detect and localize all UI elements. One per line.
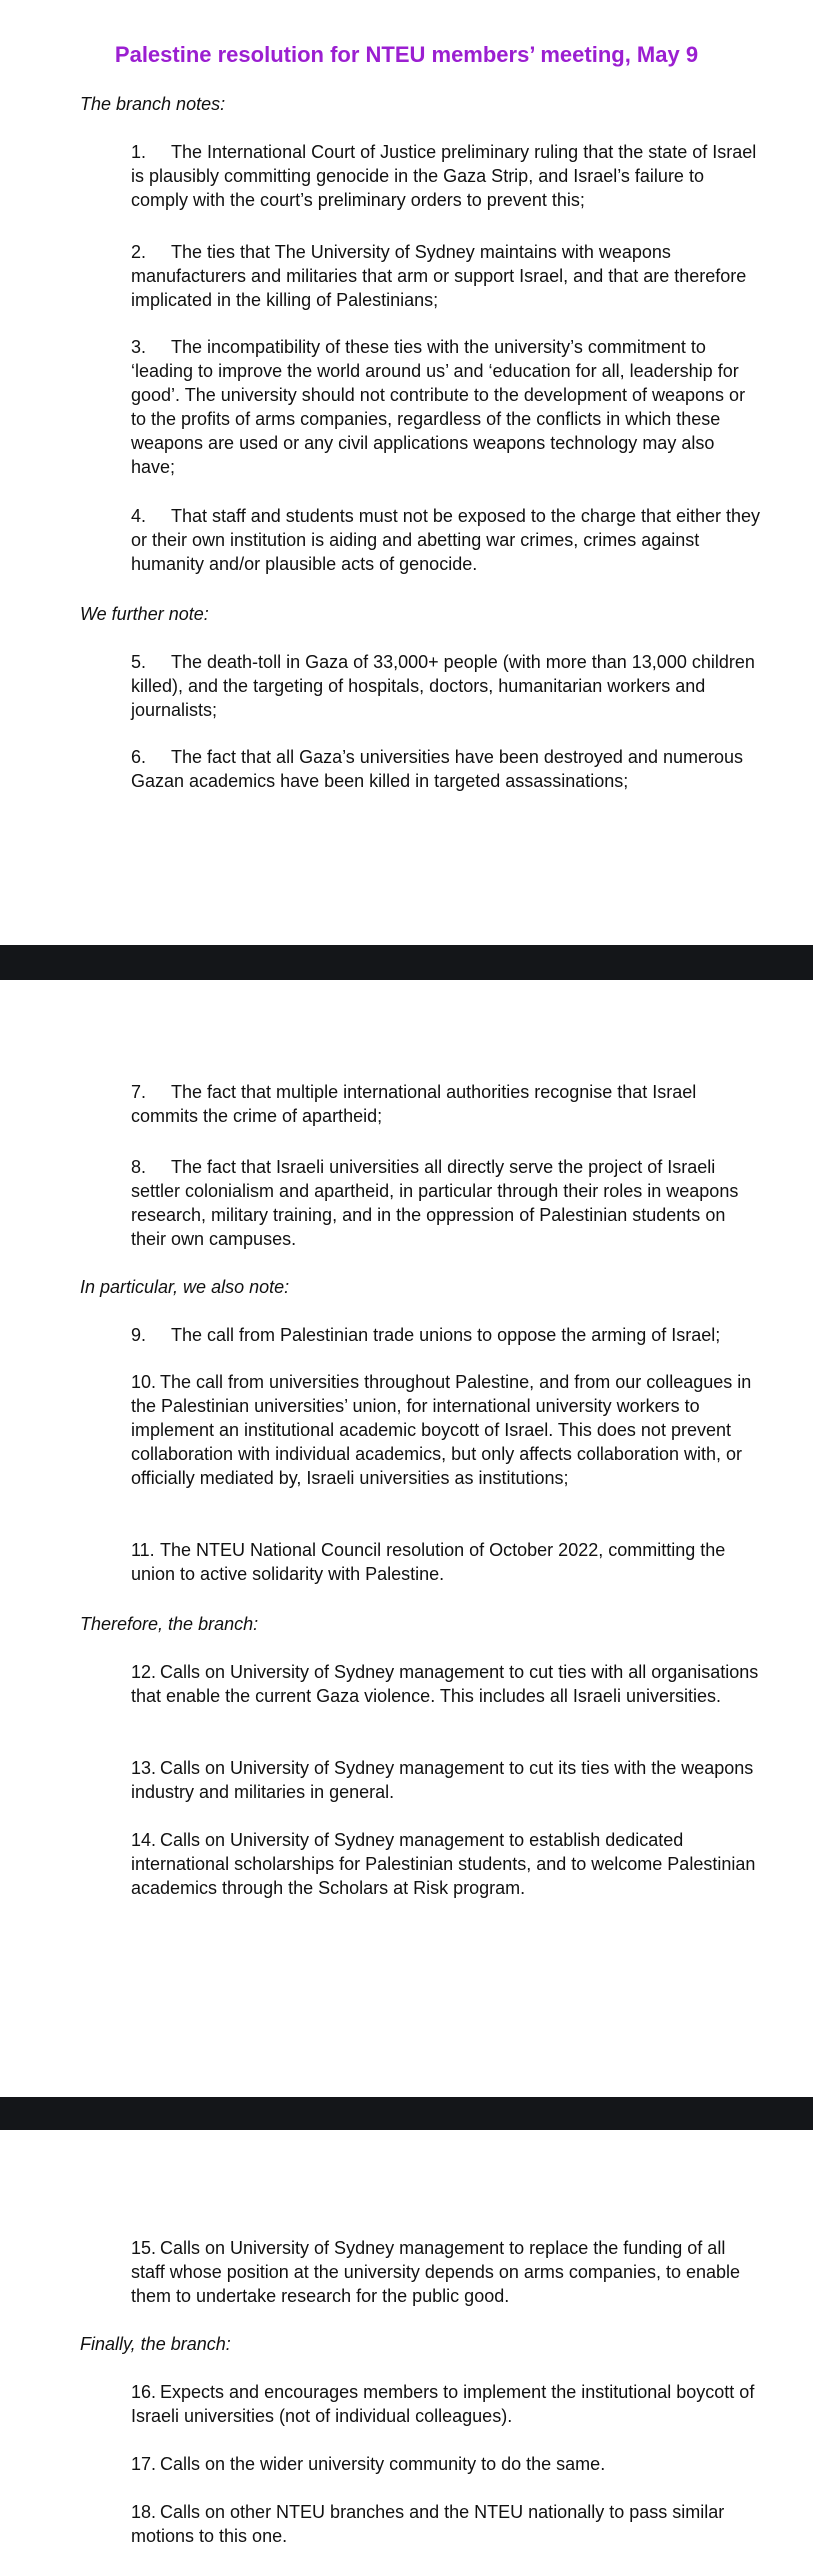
- item-number: 1.: [131, 142, 147, 162]
- resolution-item-7: [131, 1080, 761, 1128]
- item-number: 8.: [131, 1157, 147, 1177]
- resolution-item-12: [131, 1660, 761, 1708]
- item-number: 9.: [131, 1325, 147, 1345]
- item-text: The fact that all Gaza’s universities have been destroyed and numerous Gazan academics have been killed in targeted assassinations;: [131, 747, 744, 791]
- document-page-3: [0, 2130, 813, 2560]
- item-text: The ties that The University of Sydney maintains with weapons manufacturers and militaries that arm or support Israel, and that are therefore implicated in the killing of Palestinians;: [131, 242, 747, 310]
- item-number: 2.: [131, 242, 147, 262]
- resolution-item-15: [131, 2236, 761, 2308]
- item-number: 13.: [131, 1758, 157, 1778]
- item-text: Calls on other NTEU branches and the NTEU nationally to pass similar motions to this one.: [131, 2502, 725, 2546]
- document-title: Palestine resolution for NTEU members’ meeting, May 9: [114, 42, 699, 67]
- item-number: 4.: [131, 506, 147, 526]
- item-number: 10.: [131, 1372, 157, 1392]
- document-page-1: [0, 0, 813, 945]
- resolution-item-1: [131, 140, 761, 212]
- resolution-item-3: [131, 335, 761, 479]
- item-text: Expects and encourages members to implement the institutional boycott of Israeli universities (not of individual colleagues).: [131, 2382, 755, 2426]
- section-heading-further-note: We further note:: [80, 604, 209, 624]
- page-break: [0, 945, 813, 980]
- item-text: The incompatibility of these ties with the university’s commitment to ‘leading to improve the world around us’ and ‘education for all, leadership for good’. The university should not contribute to the development of weapons or to the profits of arms companies, regardless of the conflicts in which these weapons are used or any civil applications weapons technology may also have;: [131, 337, 746, 477]
- resolution-item-6: [131, 745, 761, 793]
- resolution-item-5: [131, 650, 761, 722]
- section-heading-branch-notes: The branch notes:: [80, 94, 226, 114]
- resolution-item-4: [131, 504, 761, 576]
- section-heading-therefore: Therefore, the branch:: [80, 1614, 259, 1634]
- item-text: The NTEU National Council resolution of October 2022, committing the union to active solidarity with Palestine.: [131, 1540, 726, 1584]
- item-text: Calls on University of Sydney management to cut ties with all organisations that enable the current Gaza violence. This includes all Israeli universities.: [131, 1662, 759, 1706]
- document-page-2: [0, 980, 813, 2097]
- resolution-item-18: [131, 2500, 761, 2548]
- item-text: Calls on University of Sydney management to establish dedicated international scholarships for Palestinian students, and to welcome Palestinian academics through the Scholars at Risk program.: [131, 1830, 756, 1898]
- item-number: 6.: [131, 747, 147, 767]
- item-number: 15.: [131, 2238, 157, 2258]
- item-number: 17.: [131, 2454, 157, 2474]
- resolution-item-10: [131, 1370, 761, 1490]
- resolution-item-9: [131, 1323, 761, 1347]
- item-text: Calls on University of Sydney management to replace the funding of all staff whose position at the university depends on arms companies, to enable them to undertake research for the public good.: [131, 2238, 741, 2306]
- item-number: 18.: [131, 2502, 157, 2522]
- item-number: 12.: [131, 1662, 157, 1682]
- item-number: 11.: [131, 1540, 155, 1560]
- page-break: [0, 2097, 813, 2130]
- item-number: 16.: [131, 2382, 157, 2402]
- item-text: That staff and students must not be exposed to the charge that either they or their own institution is aiding and abetting war crimes, crimes against humanity and/or plausible acts of genocide.: [131, 506, 761, 574]
- item-text: Calls on the wider university community to do the same.: [160, 2454, 606, 2474]
- resolution-item-11: [131, 1538, 761, 1586]
- item-text: The fact that Israeli universities all directly serve the project of Israeli settler colonialism and apartheid, in particular through their roles in weapons research, military training, and in the oppression of Palestinian students on their own campuses.: [131, 1157, 739, 1249]
- resolution-item-14: [131, 1828, 761, 1900]
- item-number: 3.: [131, 337, 147, 357]
- resolution-item-13: [131, 1756, 761, 1804]
- resolution-item-17: [131, 2452, 761, 2476]
- item-number: 5.: [131, 652, 147, 672]
- section-heading-also-note: In particular, we also note:: [80, 1277, 290, 1297]
- resolution-item-8: [131, 1155, 761, 1251]
- item-text: The death-toll in Gaza of 33,000+ people (with more than 13,000 children killed), and the targeting of hospitals, doctors, humanitarian workers and journalists;: [131, 652, 755, 720]
- item-text: The fact that multiple international authorities recognise that Israel commits the crime of apartheid;: [131, 1082, 697, 1126]
- resolution-item-2: [131, 240, 761, 312]
- section-heading-finally: Finally, the branch:: [80, 2334, 231, 2354]
- item-text: The International Court of Justice preliminary ruling that the state of Israel is plausibly committing genocide in the Gaza Strip, and Israel’s failure to comply with the court’s preliminary orders to prevent this;: [131, 142, 757, 210]
- item-text: The call from Palestinian trade unions to oppose the arming of Israel;: [171, 1325, 721, 1345]
- item-number: 14.: [131, 1830, 157, 1850]
- resolution-item-16: [131, 2380, 761, 2428]
- item-text: The call from universities throughout Palestine, and from our colleagues in the Palestinian universities’ union, for international university workers to implement an institutional academic boycott of Israel. This does not prevent collaboration with individual academics, but only affects collaboration with, or officially mediated by, Israeli universities as institutions;: [131, 1372, 752, 1488]
- item-text: Calls on University of Sydney management to cut its ties with the weapons industry and militaries in general.: [131, 1758, 754, 1802]
- item-number: 7.: [131, 1082, 147, 1102]
